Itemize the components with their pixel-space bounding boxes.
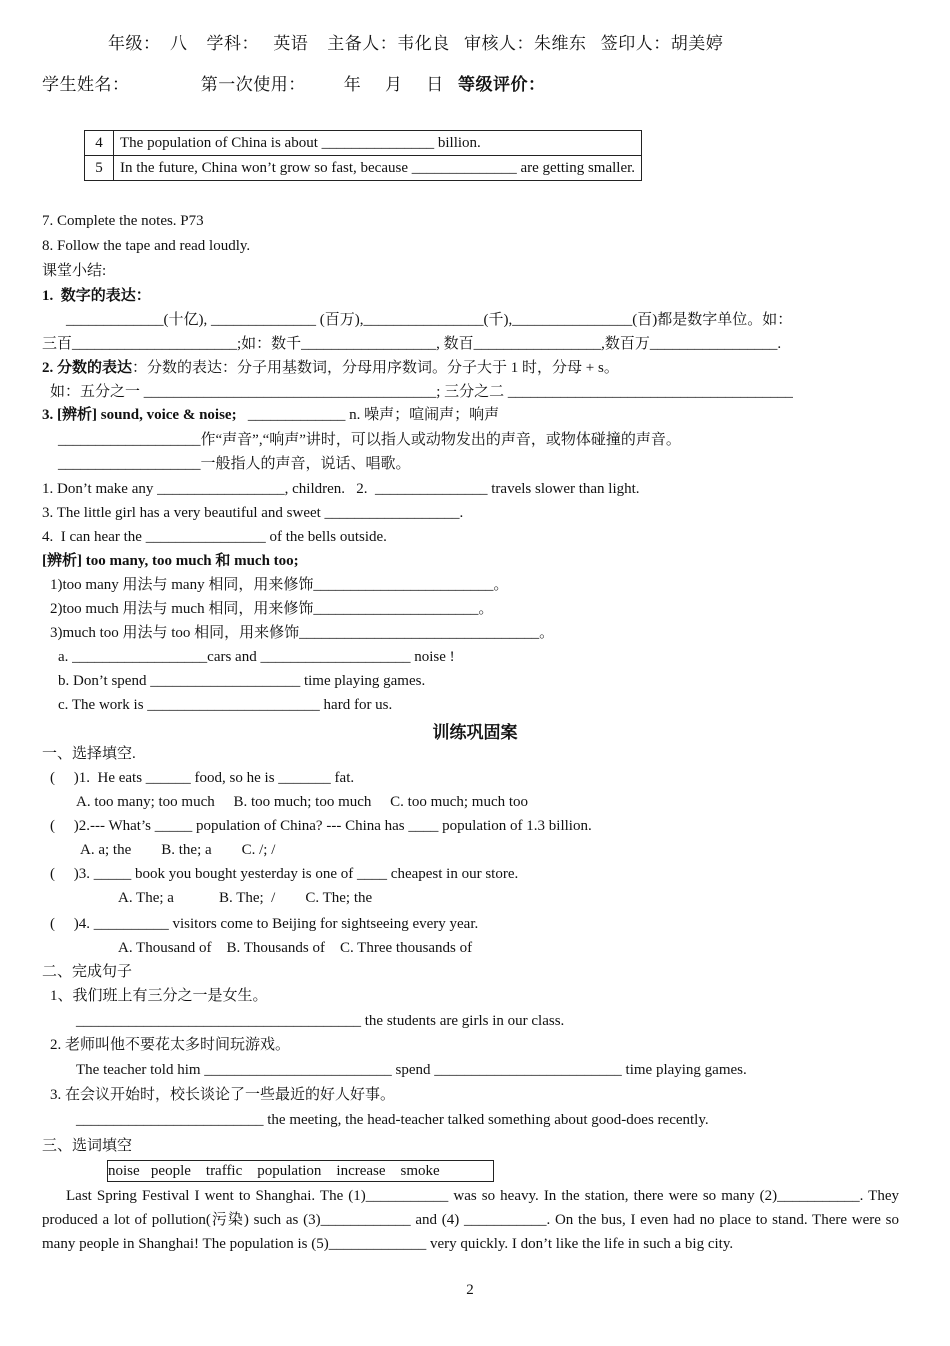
page-number: 2 [466,1282,474,1298]
distinguish-2: 2)too much 用法与 much 相同，用来修饰______________________。 [50,601,494,617]
question-4-options: A. Thousand of B. Thousands of C. Three thousands of [118,940,473,956]
question-1-options: A. too many; too much B. too much; too much C. too much; much too [76,794,529,810]
practice-title: 训练巩固案 [432,723,518,742]
distinguish-b: b. Don’t spend ____________________ time playing games. [58,673,426,689]
note-1-label: 1. 数字的表达： [42,288,151,304]
question-2: ( )2.--- What’s _____ population of China? --- China has ____ population of 1.3 billion. [50,818,592,834]
note-3-text: _____________ n. 噪声；喧闹声；响声 [236,407,500,423]
question-2-options: A. a; the B. the; a C. /; / [80,842,276,858]
note-1-line-b: 三百______________________;如：数千__________________, 数百_________________,数百万_________________. [42,336,782,352]
note-3 [42,405,499,425]
sentence-3: 3. The little girl has a very beautiful and sweet __________________. [42,505,464,521]
note-3-line-c: ___________________一般指人的声音，说话、唱歌。 [58,456,411,472]
sentence-1-2: 1. Don’t make any _________________, children. 2. _______________ travels slower than light. [42,481,640,497]
question-3: ( )3. _____ book you bought yesterday is one of ____ cheapest in our store. [50,866,519,882]
note-2-examples: 如：五分之一 _______________________________________; 三分之二 ______________________________________ [50,384,793,400]
complete-3-prompt: 3. 在会议开始时，校长谈论了一些最近的好人好事。 [50,1087,396,1103]
grade-evaluation-label: 等级评价： [458,75,546,94]
cloze-passage [42,1184,899,1256]
complete-2-prompt: 2. 老师叫他不要花太多时间玩游戏。 [50,1037,291,1053]
question-1: ( )1. He eats ______ food, so he is _______ fat. [50,770,355,786]
row-number: 5 [85,156,114,181]
row-text: The population of China is about _______________ billion. [114,131,642,156]
cloze-passage-text: Last Spring Festival I went to Shanghai. The (1)___________ was so heavy. In the station, there were so many (2)___________. They produced a lot of pollution(污染) such as (3)____________ and (4) ___________. On the bus, I even had no place to stand. There were so many people in Shanghai! The population is (5)_____________ very quickly. I don’t like the life in such a big city. [42,1188,899,1252]
note-2 [42,358,619,378]
complete-1-answer: ______________________________________ the students are girls in our class. [76,1013,565,1029]
table-row [85,156,642,181]
complete-1-prompt: 1、我们班上有三分之一是女生。 [50,988,268,1004]
note-3-label: 3. [辨析] sound, voice & noise; [42,407,237,423]
note-1-line-a: _____________(十亿), ______________ (百万),________________(千),________________(百)都是数字单位。如： [66,312,793,328]
row-number: 4 [85,131,114,156]
question-table [84,130,642,181]
section-3-label: 三、选词填空 [42,1138,133,1154]
question-3-options: A. The; a B. The; / C. The; the [118,890,373,906]
distinguish-label: [辨析] too many, too much 和 much too; [42,553,299,569]
section-1-label: 一、选择填空. [42,746,136,762]
section-2-label: 二、完成句子 [42,964,133,980]
sentence-4: 4. I can hear the ________________ of the bells outside. [42,529,387,545]
note-2-label: 2. 分数的表达 [42,360,133,376]
task-8: 8. Follow the tape and read loudly. [42,238,251,254]
question-4: ( )4. __________ visitors come to Beijing for sightseeing every year. [50,916,479,932]
distinguish-1: 1)too many 用法与 many 相同，用来修饰________________________。 [50,577,509,593]
distinguish-3: 3)much too 用法与 too 相同，用来修饰________________________________。 [50,625,555,641]
row-text: In the future, China won’t grow so fast, because ______________ are getting smaller. [114,156,642,181]
distinguish-a: a. __________________cars and ____________________ noise ! [58,649,455,665]
student-info [42,75,546,95]
complete-3-answer: _________________________ the meeting, the head-teacher talked something about good-does recently. [76,1112,709,1128]
task-7: 7. Complete the notes. P73 [42,213,204,229]
table-row [85,131,642,156]
distinguish-c: c. The work is _______________________ hard for us. [58,697,393,713]
header-info: 年级： 八 学科： 英语 主备人：韦化良 审核人：朱维东 签印人：胡美婷 [108,34,724,53]
note-3-line-b: ___________________作“声音”,“响声”讲时，可以指人或动物发出的声音，或物体碰撞的声音。 [58,432,681,448]
class-summary-label: 课堂小结: [42,263,107,279]
word-bank: noise people traffic population increase smoke [107,1160,494,1182]
note-2-text: ：分数的表达：分子用基数词，分母用序数词。分子大于 1 时，分母 + s。 [132,360,619,376]
complete-2-answer: The teacher told him _________________________ spend _________________________ time playing games. [76,1062,747,1078]
student-info-text: 学生姓名： 第一次使用： 年 月 日 [42,75,458,94]
